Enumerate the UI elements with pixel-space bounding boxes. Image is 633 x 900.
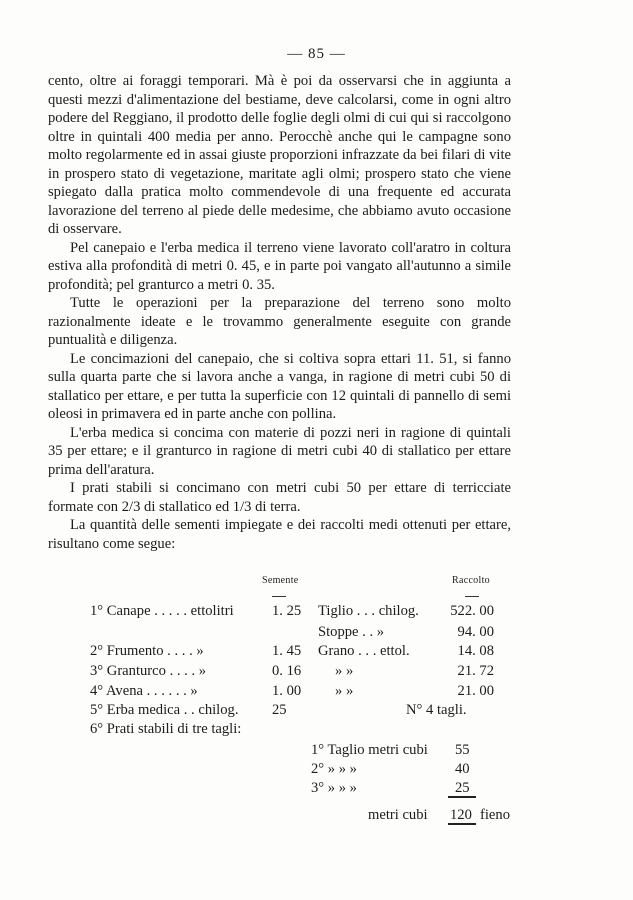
crop-cell: 1° Canape . . . . . ettolitri [90,603,234,619]
body-text [48,72,511,553]
crop-cell: 3° Granturco . . . . » [90,663,207,679]
header-raccolto: Raccolto [452,575,490,586]
yield-cell: 94. 00 [457,624,494,640]
paragraph: Le concimazioni del canepaio, che si coltiva sopra ettari 11. 51, si fanno sulla quarta parte che si lavora anche a vanga, in ragione di metri cubi 50 di stallatico per ettare, e per tutta la superficie con 12 quintali di pannello di semi oleosi in primavera ed in parte anche con pollina. [48,350,511,422]
sum-rule [448,796,476,798]
product-cell: » » [335,683,354,699]
product-cell: Grano . . . ettol. [318,643,410,659]
paragraph: Tutte le operazioni per la preparazione del terreno sono molto razionalmente ideate e le trovammo generalmente eseguite con grande puntualità e diligenza. [48,295,511,348]
crop-cell: 6° Prati stabili di tre tagli: [90,721,242,737]
cut-value: 55 [455,742,470,758]
yield-cell: 21. 00 [457,683,494,699]
cut-label: 2° » » » [311,761,357,777]
crop-cell: 2° Frumento . . . . » [90,643,204,659]
seed-cell: 1. 00 [272,683,302,699]
header-rule [272,596,286,597]
cut-value: 40 [455,761,470,777]
paragraph: Pel canepaio e l'erba medica il terreno viene lavorato coll'aratro in coltura estiva alla profondità di metri 0. 45, e in parte poi vangato all'autunno a simile profondità; pel granturco a metri 0. 35. [48,239,511,293]
product-cell: N° 4 tagli. [406,702,467,718]
product-cell: » » [335,663,354,679]
header-rule [465,596,479,597]
total-prefix: metri cubi [368,807,428,823]
seed-cell: 1. 45 [272,643,302,659]
cut-value: 25 [455,780,470,796]
total-underline [448,823,476,825]
yield-cell: 522. 00 [450,603,494,619]
paragraph: I prati stabili si concimano con metri cubi 50 per ettare di terricciate formate con 2/3 di stallatico ed 1/3 di terra. [48,480,511,515]
paragraph: La quantità delle sementi impiegate e dei raccolti medi ottenuti per ettare, risultano come segue: [48,517,511,552]
cut-label: 1° Taglio metri cubi [311,742,428,758]
paragraph: L'erba medica si concima con materie di pozzi neri in ragione di quintali 35 per ettare; e il granturco in ragione di metri cubi 40 di stallatico per ettare prima dell'aratura. [48,424,511,478]
seed-cell: 1. 25 [272,603,302,619]
paragraph: cento, oltre ai foraggi temporari. Mà è poi da osservarsi che in aggiunta a questi mezzi d'alimentazione del bestiame, deve calcolarsi, come in ogni altro podere del Reggiano, il prodotto delle foglie degli olmi di cui qui si raccolgono oltre in quintali 400 media per anno. Perocchè anche qui le campagne sono molto regolarmente ed in assai giuste proporzioni infrazzate da bei filari di vite in prospero stato di vegetazione, maritate agli olmi; prospero stato che viene spiegato dalla pratica molto commendevole di una frequente ed accurata lavorazione del terreno al piede delle medesime, che abbiamo avuto occasione di osservare. [48,73,511,237]
product-cell: Stoppe . . » [318,624,385,640]
seed-cell: 25 [272,702,287,718]
total-suffix: fieno [480,807,510,823]
header-sementi: Semente [262,575,299,586]
cut-label: 3° » » » [311,780,357,796]
product-cell: Tiglio . . . chilog. [318,603,419,619]
crop-cell: 5° Erba medica . . chilog. [90,702,239,718]
seed-cell: 0. 16 [272,663,302,679]
yield-cell: 21. 72 [457,663,494,679]
page-number: — 85 — [287,46,346,62]
total-value: 120 [450,807,472,823]
crop-cell: 4° Avena . . . . . . » [90,683,198,699]
yield-cell: 14. 08 [457,643,494,659]
